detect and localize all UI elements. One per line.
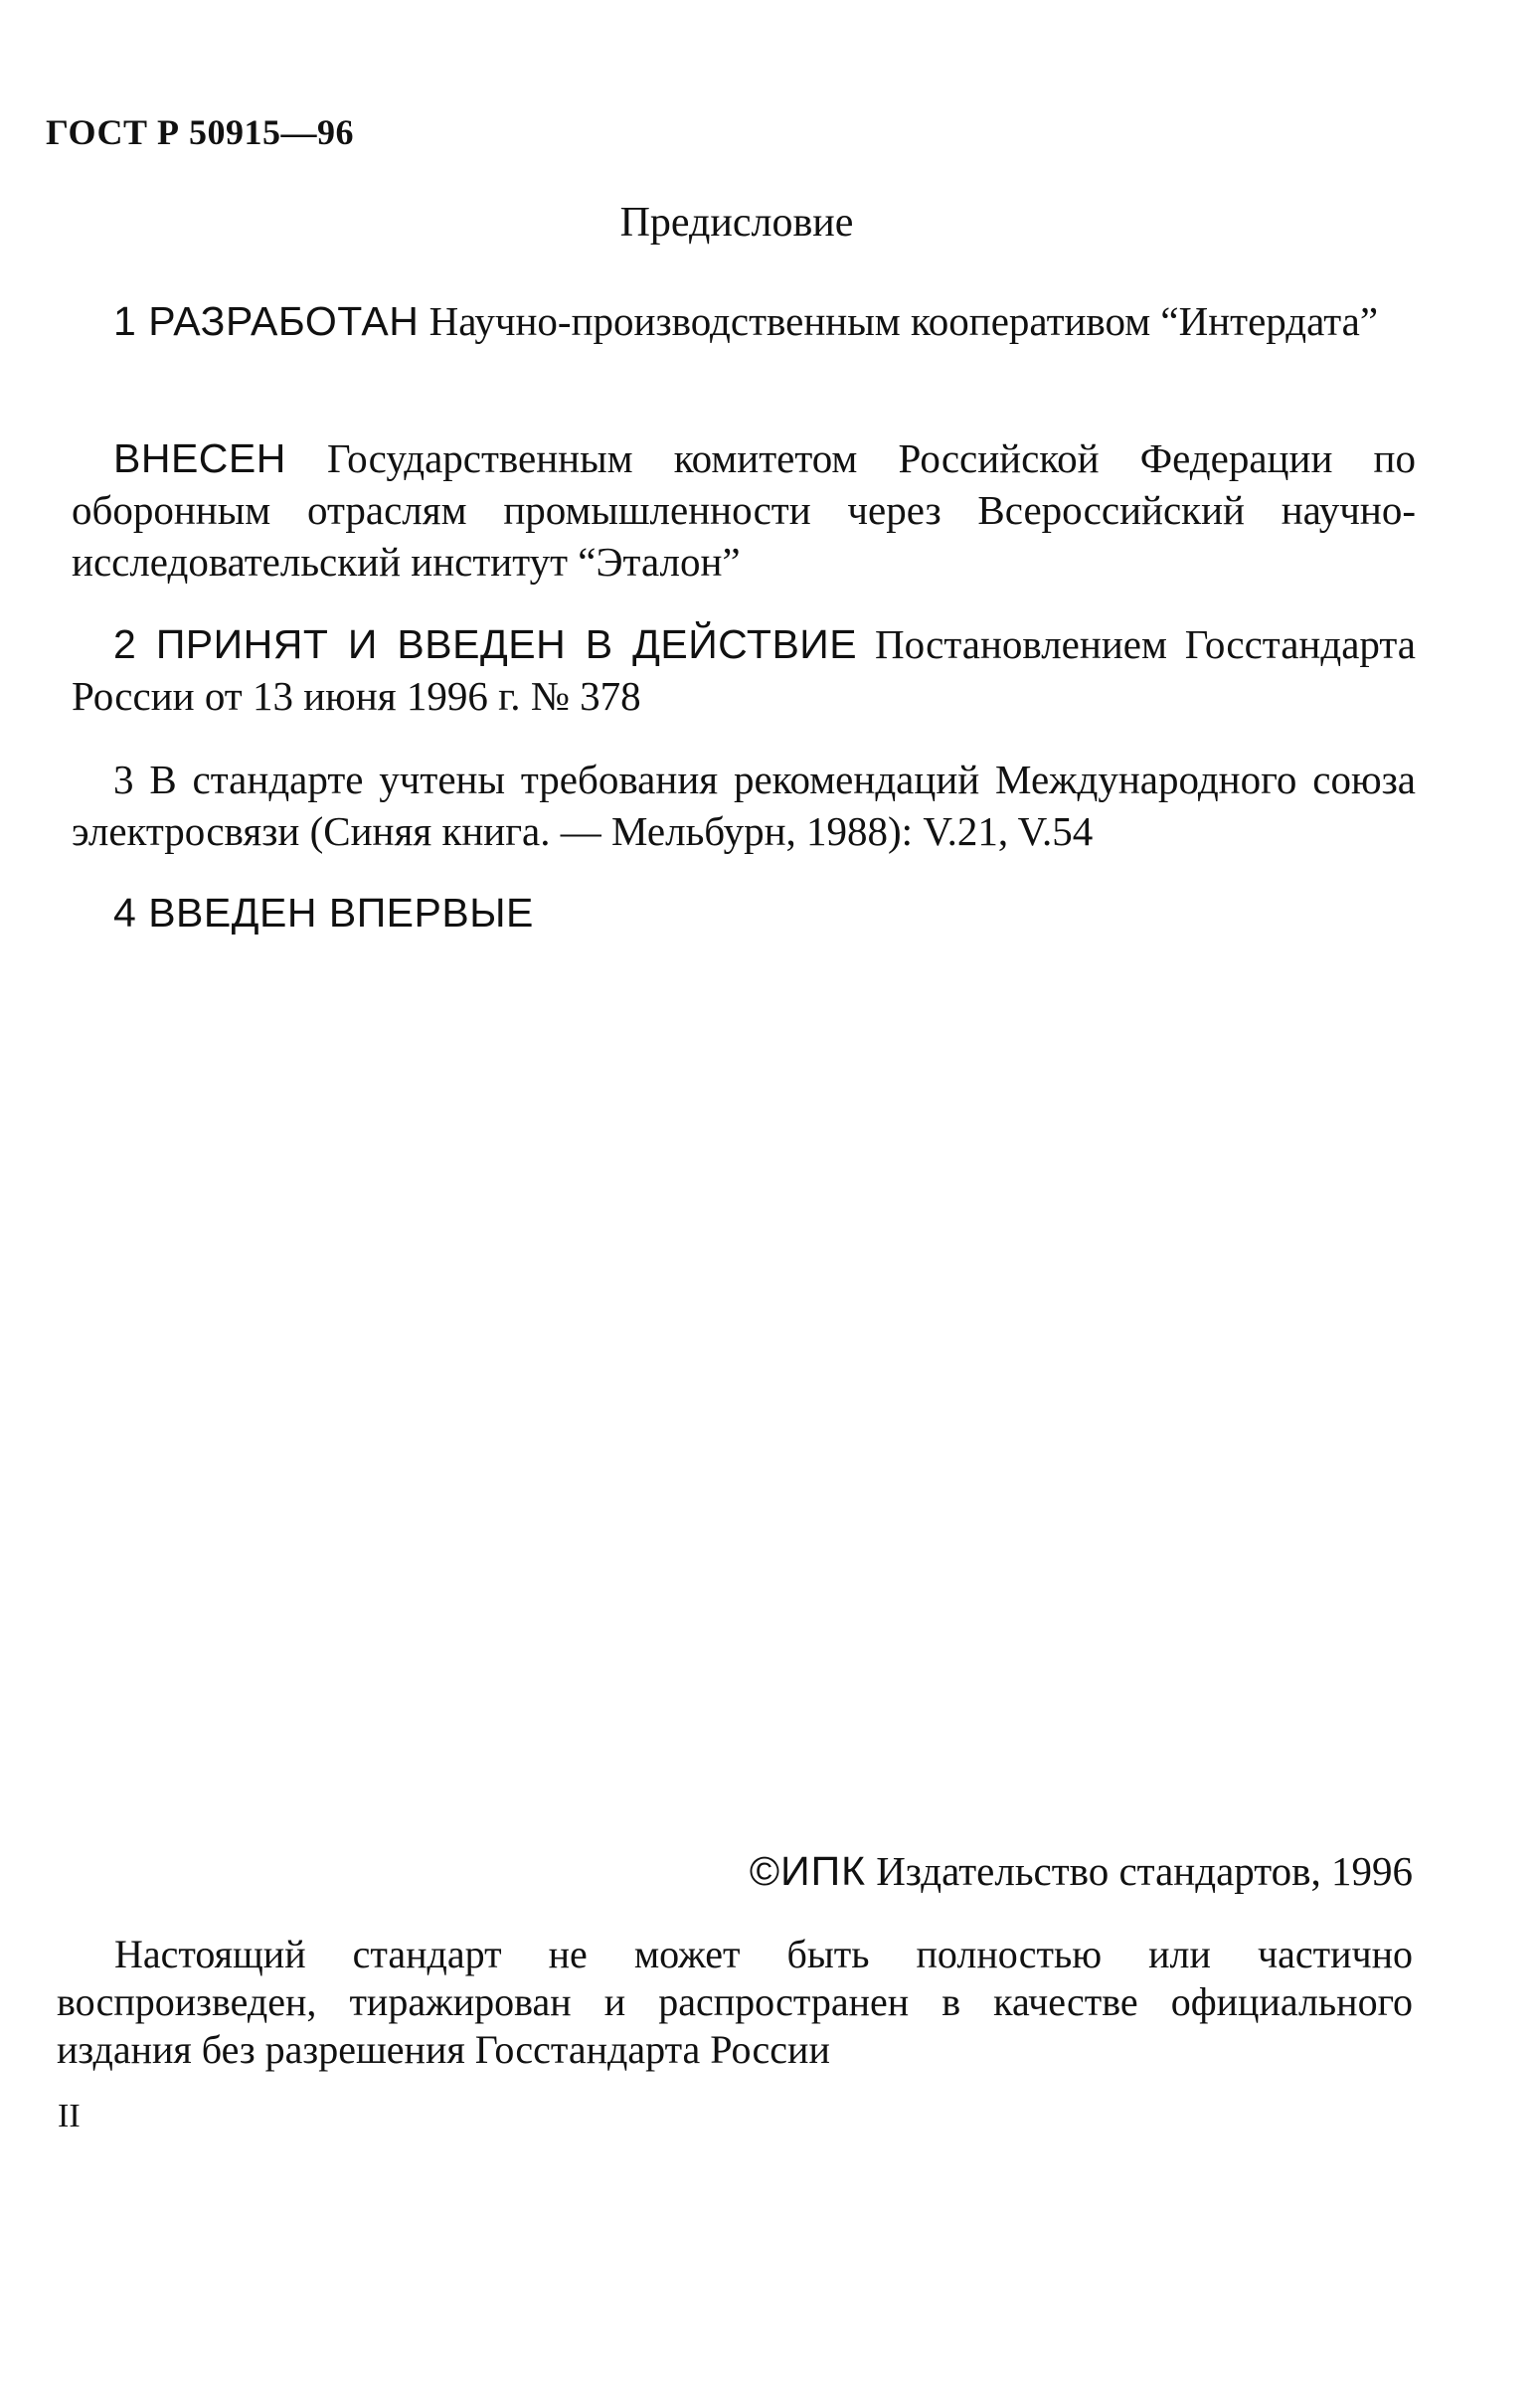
copyright-brand: ©ИПК [749,1848,866,1894]
paragraph-text: Научно-производственным кооперативом “Интердата” [419,298,1379,344]
paragraph-lead: 3 [113,757,134,802]
paragraph-submitted-by [72,432,1416,588]
paragraph-requirements [72,754,1416,857]
paragraph-adopted [72,618,1416,722]
copyright-line [750,1847,1413,1895]
standard-code: ГОСТ Р 50915—96 [46,112,354,152]
paragraph-first-introduced [72,887,1416,938]
paragraph-lead: 1 РАЗРАБОТАН [113,298,420,344]
reproduction-notice: Настоящий стандарт не может быть полностью или частично воспроизведен, тиражирован и распространен в качестве официального издания без разрешения Госстандарта России [57,1932,1413,2072]
paragraph-text: Постановлением Госстандарта России от 13 июня 1996 г. № 378 [72,621,1416,719]
page-number: II [58,2098,81,2134]
paragraph-lead: ВНЕСЕН [113,435,286,481]
paragraph-text: Государственным комитетом Российской Федерации по оборонным отраслям промышленности через Всероссийский научно-исследовательский институт “Эталон” [72,435,1416,585]
page-title: Предисловие [619,200,854,246]
paragraph-lead: 2 ПРИНЯТ И ВВЕДЕН В ДЕЙСТВИЕ [113,621,858,667]
copyright-text: Издательство стандартов, 1996 [865,1848,1413,1894]
paragraph-lead: 4 ВВЕДЕН ВПЕРВЫЕ [113,890,534,936]
paragraph-developed-by [72,295,1416,347]
paragraph-text: В стандарте учтены требования рекомендаций Международного союза электросвязи (Синяя книга. — Мельбурн, 1988): V.21, V.54 [72,757,1416,854]
